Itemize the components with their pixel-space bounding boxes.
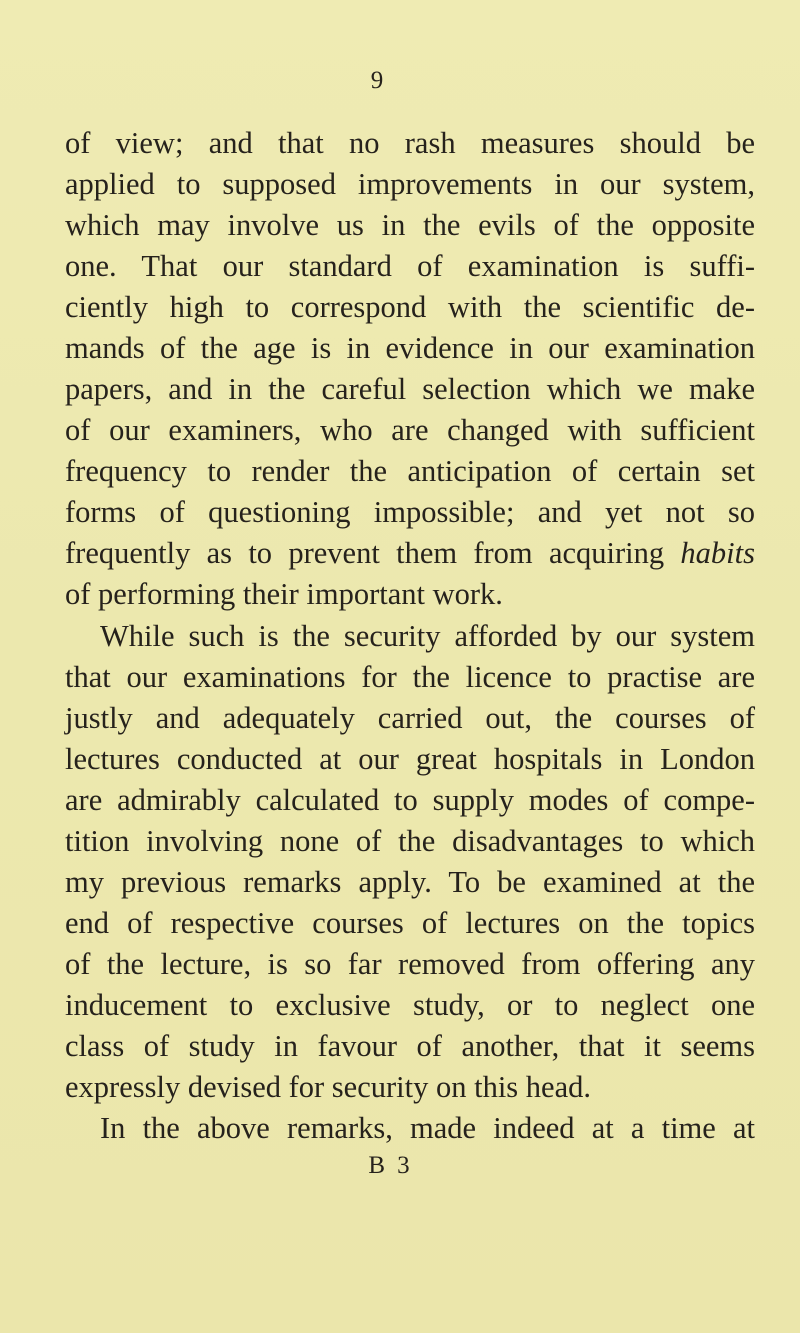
text-line: of the lecture, is so far removed from offering any <box>65 947 755 981</box>
text-line: mands of the age is in evidence in our examination <box>65 331 755 365</box>
text-line: of view; and that no rash measures should be <box>65 126 755 160</box>
text-line: of our examiners, who are changed with sufficient <box>65 413 755 447</box>
text-line: inducement to exclusive study, or to neglect one <box>65 988 755 1022</box>
paragraph-start-line: While such is the security afforded by our system <box>100 619 755 653</box>
text-line: forms of questioning impossible; and yet not so <box>65 495 755 529</box>
text-line: that our examinations for the licence to practise are <box>65 660 755 694</box>
text-line: one. That our standard of examination is suffi- <box>65 249 755 283</box>
text-line: lectures conducted at our great hospitals in London <box>65 742 755 776</box>
text-line: justly and adequately carried out, the courses of <box>65 701 755 735</box>
page-number: 9 <box>370 67 384 94</box>
text-line: ciently high to correspond with the scientific de- <box>65 290 755 324</box>
italic-word: habits <box>680 536 755 570</box>
text-line: my previous remarks apply. To be examined at the <box>65 865 755 899</box>
text-line: class of study in favour of another, that it seems <box>65 1029 755 1063</box>
signature-number: 3 <box>397 1152 410 1179</box>
signature-letter: B <box>368 1152 386 1179</box>
text-line: of performing their important work. <box>65 577 503 611</box>
text-line: end of respective courses of lectures on the topics <box>65 906 755 940</box>
printer-signature-mark <box>0 1151 772 1181</box>
text-line: expressly devised for security on this head. <box>65 1070 591 1104</box>
text-line: tition involving none of the disadvantages to which <box>65 824 755 858</box>
text-line: papers, and in the careful selection which we make <box>65 372 755 406</box>
text-line: applied to supposed improvements in our system, <box>65 167 755 201</box>
paragraph-start-line: In the above remarks, made indeed at a time at <box>100 1111 755 1145</box>
text-line: which may involve us in the evils of the opposite <box>65 208 755 242</box>
text-line-with-italic: frequently as to prevent them from acquiring habits <box>65 536 755 570</box>
text-line: are admirably calculated to supply modes of compe- <box>65 783 755 817</box>
text-line: frequency to render the anticipation of certain set <box>65 454 755 488</box>
